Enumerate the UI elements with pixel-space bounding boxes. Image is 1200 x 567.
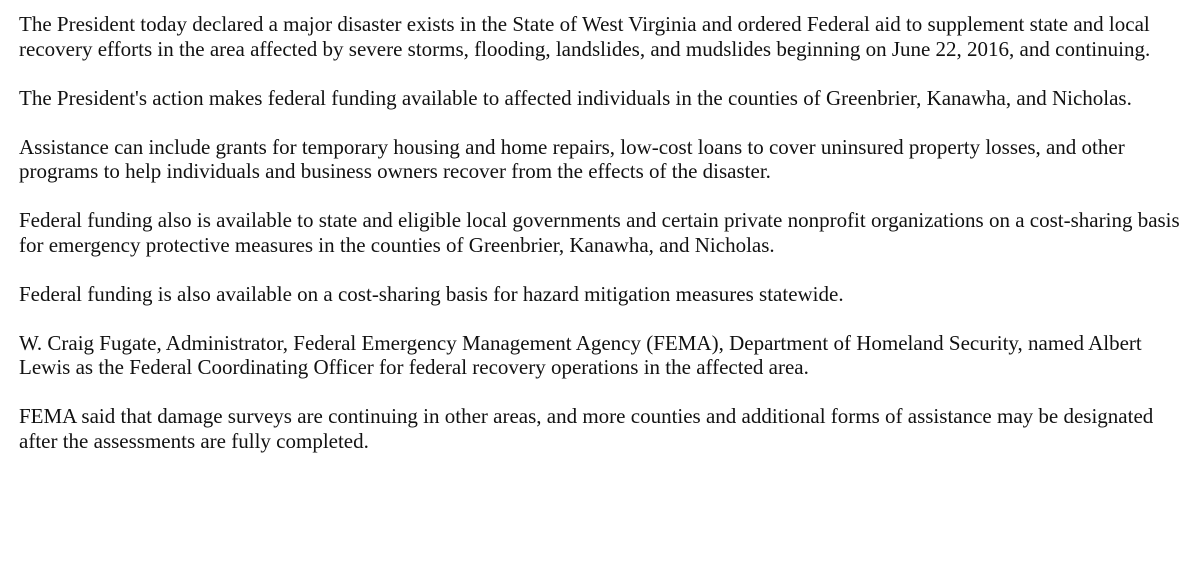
paragraph-damage-surveys: FEMA said that damage surveys are continuing in other areas, and more counties and additional forms of assistance may be designated after the assessments are fully completed. bbox=[19, 404, 1154, 453]
paragraph-disaster-declaration: The President today declared a major disaster exists in the State of West Virginia and ordered Federal aid to supplement state and local recovery efforts in the area affected by severe storms, flooding, landslides, and mudslides beginning on June 22, 2016, and continuing. bbox=[19, 12, 1151, 61]
paragraph-individual-assistance: The President's action makes federal funding available to affected individuals in the counties of Greenbrier, Kanawha, and Nicholas. bbox=[19, 85, 1132, 110]
paragraph-assistance-types: Assistance can include grants for temporary housing and home repairs, low-cost loans to cover uninsured property losses, and other programs to help individuals and business owners recover from the effects of the disaster. bbox=[19, 134, 1125, 183]
paragraph-public-assistance: Federal funding also is available to state and eligible local governments and certain private nonprofit organizations on a cost-sharing basis for emergency protective measures in the counties of Greenbrier, Kanawha, and Nicholas. bbox=[19, 208, 1180, 257]
paragraph-coordinating-officer: W. Craig Fugate, Administrator, Federal Emergency Management Agency (FEMA), Department of Homeland Security, named Albert Lewis as the Federal Coordinating Officer for federal recovery operations in the affected area. bbox=[19, 330, 1142, 379]
paragraph-hazard-mitigation: Federal funding is also available on a cost-sharing basis for hazard mitigation measures statewide. bbox=[19, 281, 844, 306]
